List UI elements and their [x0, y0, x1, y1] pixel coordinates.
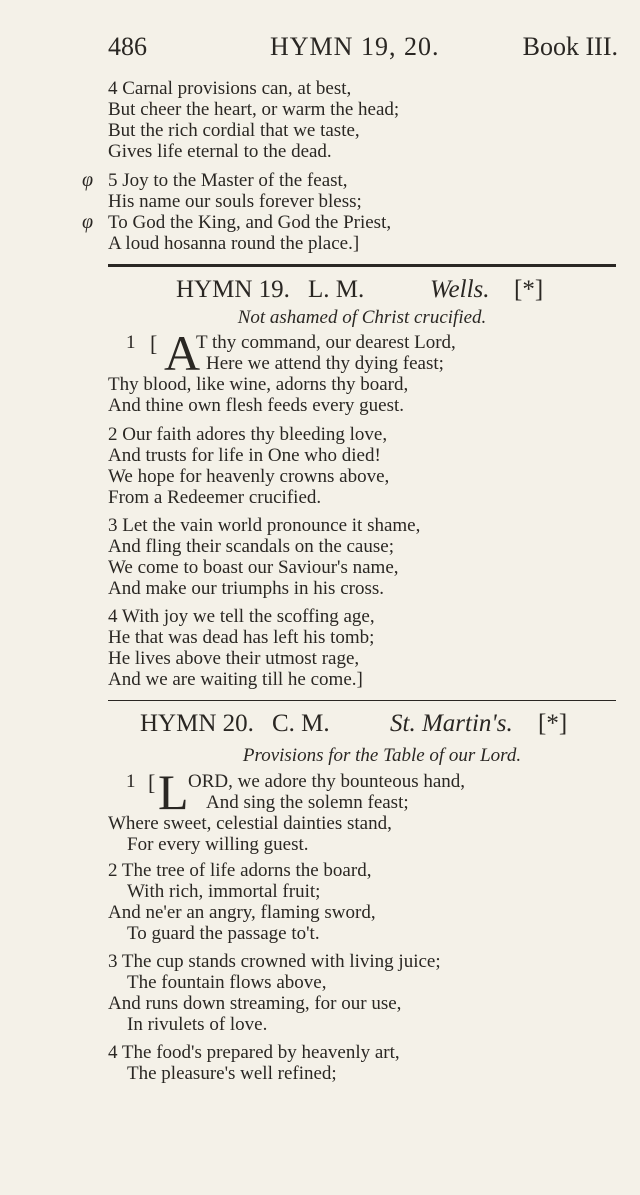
verse-line: With rich, immortal fruit; [127, 881, 321, 902]
section-rule [108, 264, 616, 267]
drop-cap: L [158, 764, 189, 820]
verse-line: T thy command, our dearest Lord, [196, 332, 456, 353]
hymn-19-stanza-3 [108, 515, 628, 599]
header-book: Book III. [522, 32, 618, 61]
piano-mark: φ [82, 211, 94, 233]
verse-line: 4 Carnal provisions can, at best, [108, 78, 352, 99]
verse-line: And make our triumphs in his cross. [108, 578, 385, 599]
verse-line: Where sweet, celestial dainties stand, [108, 813, 392, 834]
verse-line: And sing the solemn feast; [206, 792, 409, 813]
hymn-20-subtitle: Provisions for the Table of our Lord. [242, 745, 522, 766]
verse-line: φ 5 Joy to the Master of the feast, [82, 169, 348, 191]
hymn-number: HYMN 19. [176, 276, 290, 303]
verse-line: He that was dead has left his tomb; [108, 627, 375, 648]
verse-line: But the rich cordial that we taste, [108, 120, 360, 141]
verse-line: Here we attend thy dying feast; [206, 353, 444, 374]
verse-line: 4 With joy we tell the scoffing age, [108, 606, 375, 627]
verse-line: And we are waiting till he come.] [108, 669, 363, 690]
verse-line: To guard the passage to't. [127, 923, 320, 944]
hymn-20-stanza-2 [108, 860, 628, 944]
running-header [108, 32, 618, 66]
verse-line: In rivulets of love. [127, 1014, 268, 1035]
hymn-20-stanza-3 [108, 951, 628, 1035]
verse-line: Thy blood, like wine, adorns thy board, [108, 374, 409, 395]
hymn-meter: C. M. [272, 710, 330, 737]
hymn-mark: [*] [538, 710, 568, 737]
verse-line: And fling their scandals on the cause; [108, 536, 394, 557]
verse-line: And thine own flesh feeds every guest. [108, 395, 405, 416]
verse-line: ORD, we adore thy bounteous hand, [188, 771, 466, 792]
drop-cap: A [164, 325, 201, 381]
verse-line: We hope for heavenly crowns above, [108, 466, 390, 487]
hymn-19-heading [108, 276, 616, 306]
hymn-20-heading [108, 710, 616, 740]
hymn-20-stanza-1 [108, 764, 628, 855]
bracket: [ [150, 331, 158, 356]
verse-line: 2 The tree of life adorns the board, [108, 860, 372, 881]
verse-line: And ne'er an angry, flaming sword, [108, 902, 376, 923]
verse-line: φ To God the King, and God the Priest, [82, 211, 392, 233]
verse-line: The pleasure's well refined; [127, 1063, 337, 1084]
hymn-19-subtitle: Not ashamed of Christ crucified. [237, 307, 487, 328]
hymn-meter: L. M. [308, 276, 365, 303]
hymn-tune: Wells. [430, 276, 490, 303]
hymn-19-stanza-4 [108, 606, 628, 690]
verse-line: From a Redeemer crucified. [108, 487, 322, 508]
prev-stanza-5 [82, 169, 628, 254]
piano-mark: φ [82, 169, 94, 191]
bracket: [ [148, 770, 156, 795]
hymn-mark: [*] [514, 276, 544, 303]
prev-stanza-4 [108, 78, 628, 162]
verse-line: 4 The food's prepared by heavenly art, [108, 1042, 400, 1063]
verse-line: The fountain flows above, [127, 972, 327, 993]
hymn-19-stanza-2 [108, 424, 628, 508]
hymn-19-stanza-1 [108, 325, 628, 416]
verse-line: 3 Let the vain world pronounce it shame, [108, 515, 421, 536]
stanza-number: 1 [126, 771, 136, 792]
section-rule [108, 700, 616, 701]
verse-line: 3 The cup stands crowned with living juice; [108, 951, 441, 972]
page-number: 486 [108, 32, 147, 61]
header-title: HYMN 19, 20. [270, 32, 440, 61]
verse-line: His name our souls forever bless; [108, 191, 362, 212]
verse-line: Gives life eternal to the dead. [108, 141, 332, 162]
verse-line: But cheer the heart, or warm the head; [108, 99, 400, 120]
hymn-tune: St. Martin's. [390, 710, 513, 737]
verse-line: And trusts for life in One who died! [108, 445, 381, 466]
verse-line: A loud hosanna round the place.] [108, 233, 360, 254]
stanza-number: 1 [126, 332, 136, 353]
verse-line: 2 Our faith adores thy bleeding love, [108, 424, 388, 445]
verse-line: He lives above their utmost rage, [108, 648, 360, 669]
verse-line: We come to boast our Saviour's name, [108, 557, 399, 578]
verse-line: For every willing guest. [127, 834, 309, 855]
hymn-20-stanza-4 [108, 1042, 628, 1084]
hymn-number: HYMN 20. [140, 710, 254, 737]
verse-line: And runs down streaming, for our use, [108, 993, 402, 1014]
